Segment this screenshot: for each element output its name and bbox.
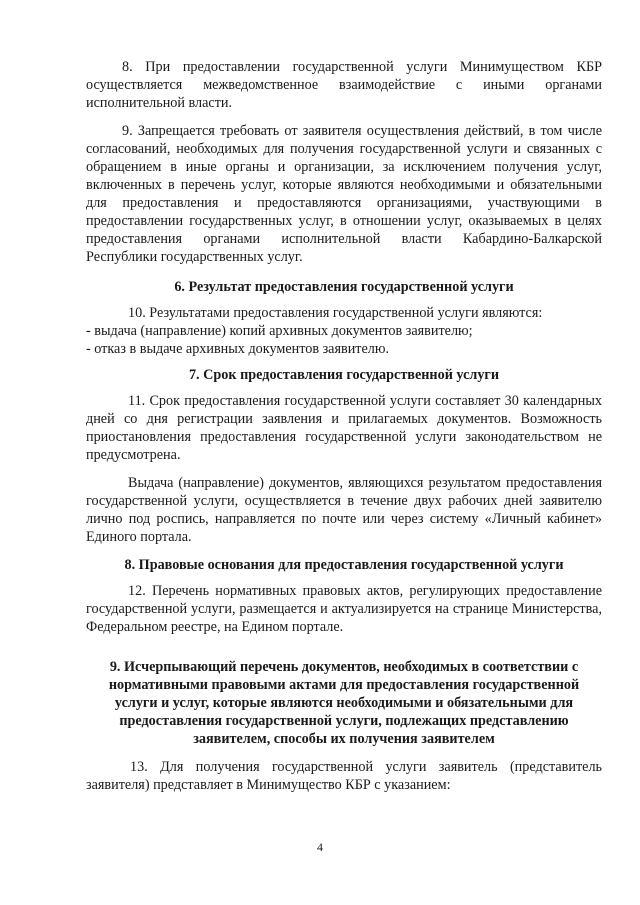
paragraph-11-issuance: Выдача (направление) документов, являющихся результатом предоставления государственной услуги, осуществляется в течение двух рабочих дней заявителю лично под роспись, направляется по почте или через систему «Личный кабинет» Единого портала.: [86, 475, 602, 545]
document-page: [86, 58, 602, 794]
paragraph-13: 13. Для получения государственной услуги заявитель (представитель заявителя) представляет в Минимущество КБР с указанием:: [86, 759, 602, 793]
paragraph-8: 8. При предоставлении государственной услуги Минимуществом КБР осуществляется межведомственное взаимодействие с иными органами исполнительной власти.: [86, 59, 602, 111]
paragraph-11: 11. Срок предоставления государственной услуги составляет 30 календарных дней со дня регистрации заявления и прилагаемых документов. Возможность приостановления предоставления государственной услуги законодательством не предусмотрена.: [86, 393, 602, 463]
section-heading-6: 6. Результат предоставления государственной услуги: [174, 279, 514, 295]
paragraph-10-intro: 10. Результатами предоставления государственной услуги являются:: [128, 305, 543, 321]
result-list-item-1: - выдача (направление) копий архивных документов заявителю;: [86, 323, 473, 339]
section-heading-7: 7. Срок предоставления государственной услуги: [188, 367, 500, 383]
section-heading-8: 8. Правовые основания для предоставления государственной услуги: [124, 557, 564, 573]
result-list-item-2: - отказ в выдаче архивных документов заявителю.: [86, 341, 390, 357]
paragraph-9: 9. Запрещается требовать от заявителя осуществления действий, в том числе согласований, необходимых для получения государственной услуги и связанных с обращением в иные органы и организации, за исключением получения услуг, включенных в перечень услуг, которые являются необходимыми и обязательными для предоставления и предоставляются организациями, участвующими в предоставлении государственных услуг, в отношении услуг, оказываемых в целях предоставления органами исполнительной власти Кабардино-Балкарской Республики государственных услуг.: [86, 123, 602, 265]
page-number: 4: [317, 840, 323, 854]
paragraph-12: 12. Перечень нормативных правовых актов, регулирующих предоставление государственной услуги, размещается и актуализируется на странице Министерства, Федеральном реестре, на Едином портале.: [86, 583, 602, 635]
section-heading-9: 9. Исчерпывающий перечень документов, необходимых в соответствии с нормативными правовыми актами для предоставления государственной услуги и услуг, которые являются необходимыми и обязательными для предоставления государственной услуги, подлежащих представлению заявителем, способы их получения заявителем: [108, 659, 580, 747]
